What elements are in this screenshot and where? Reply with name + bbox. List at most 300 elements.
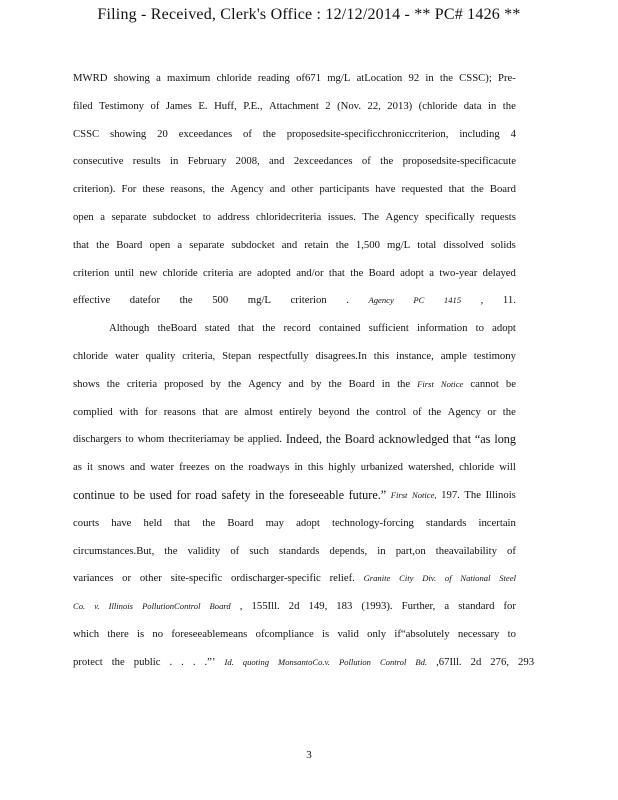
word: requests — [480, 210, 516, 223]
word: the — [428, 405, 442, 418]
word: (chloride — [418, 99, 458, 112]
word: criteria, — [182, 349, 216, 362]
word: datefor — [129, 294, 161, 307]
word: the — [328, 377, 342, 390]
word: for — [503, 600, 516, 613]
word: until — [114, 266, 135, 279]
word: showing — [110, 127, 147, 140]
word: almost — [244, 405, 273, 418]
word: for — [176, 487, 191, 502]
word: it — [86, 461, 93, 474]
word: the — [164, 544, 178, 557]
word: National — [460, 573, 491, 584]
word: testimony — [473, 349, 516, 362]
word: that — [238, 322, 255, 335]
word: First — [417, 378, 434, 389]
word: part,on — [395, 544, 426, 557]
word: be — [133, 487, 146, 502]
word: water — [150, 461, 175, 474]
word: on — [214, 461, 226, 474]
word: urbanized — [360, 461, 403, 474]
word: is — [322, 627, 330, 640]
word: Pollution — [338, 656, 371, 667]
word: .”’ — [204, 655, 216, 668]
word: standards — [426, 516, 467, 529]
word: long — [494, 432, 516, 447]
word: or — [122, 572, 132, 585]
word: the — [230, 461, 244, 474]
word: CSSC — [73, 127, 100, 140]
word: Agency — [230, 183, 264, 196]
word: The — [464, 488, 482, 501]
word: Testimony — [99, 99, 145, 112]
word: Notice, — [412, 489, 437, 500]
word: the — [262, 127, 276, 140]
word: depends, — [329, 544, 368, 557]
word: mg/L — [387, 238, 411, 251]
word: Div. — [422, 573, 437, 584]
word: 2 — [325, 99, 331, 112]
text-line — [73, 291, 516, 319]
word: 2008, — [235, 155, 260, 168]
word: no — [152, 627, 164, 640]
word: The — [362, 210, 380, 223]
word: open — [73, 210, 94, 223]
word: Steel — [499, 573, 516, 584]
text-line — [73, 569, 516, 597]
word: the — [356, 405, 370, 418]
text-line — [73, 347, 516, 375]
word: new — [139, 266, 158, 279]
word: public — [133, 655, 161, 668]
word: the — [111, 655, 125, 668]
filing-header: Filing - Received, Clerk's Office : 12/12/2014 - ** PC# 1426 ** — [97, 6, 521, 23]
word: the — [439, 72, 453, 84]
word: road — [195, 487, 217, 502]
word: whom — [137, 433, 165, 446]
word: exceedances — [178, 127, 233, 140]
word: 293 — [518, 655, 535, 668]
word: City — [399, 573, 414, 584]
word: disagrees.In — [315, 349, 367, 362]
word: James — [165, 99, 192, 112]
word: adopted — [257, 266, 291, 279]
word: Board — [489, 183, 516, 196]
word: a — [444, 600, 450, 613]
word: 20 — [157, 127, 168, 140]
word: by — [310, 377, 322, 390]
body-text — [73, 69, 535, 681]
word: applied. — [247, 433, 282, 446]
word: to — [475, 322, 484, 335]
word: showing — [113, 72, 150, 84]
text-line — [73, 97, 516, 125]
word: to — [119, 487, 129, 502]
word: Huff, — [214, 99, 237, 112]
word: a — [177, 238, 183, 251]
text-line — [73, 625, 516, 653]
word: to — [125, 433, 134, 446]
word: be — [505, 377, 516, 390]
word: Agency — [248, 377, 282, 390]
word: thecriteriamay — [168, 433, 230, 446]
word: have — [375, 183, 396, 196]
word: the — [325, 432, 341, 447]
word: safety — [221, 487, 251, 502]
word: the — [228, 377, 242, 390]
text-line — [73, 375, 516, 403]
word: mg/L — [247, 294, 271, 307]
word: in — [255, 487, 265, 502]
word: dischargers — [73, 433, 122, 446]
word: will — [499, 461, 516, 474]
word: such — [249, 544, 269, 557]
word: , — [239, 600, 243, 613]
word: shows — [73, 377, 100, 390]
word: Stepan — [222, 349, 252, 362]
word: adopt — [492, 322, 516, 335]
text-line — [73, 152, 516, 180]
word: stated — [204, 322, 230, 335]
text-line — [73, 69, 516, 97]
word: that — [448, 183, 465, 196]
word: and — [129, 461, 146, 474]
word: chloride — [216, 72, 252, 84]
word: . — [169, 655, 173, 668]
word: results — [132, 155, 161, 168]
word: ample — [440, 349, 467, 362]
word: chloride — [162, 266, 198, 279]
word: subdocket — [152, 210, 197, 223]
word: Agency — [368, 295, 394, 306]
word: acknowledged — [378, 432, 449, 447]
word: standards — [279, 544, 320, 557]
word: freezes — [179, 461, 210, 474]
word: theBoard — [157, 322, 197, 335]
word: criterion — [290, 294, 327, 307]
word: 22, — [367, 99, 381, 112]
word: the — [269, 487, 285, 502]
word: valid — [337, 627, 359, 640]
text-line — [73, 514, 516, 542]
word: atLocation — [356, 72, 403, 84]
word: the — [335, 238, 349, 251]
word: February — [187, 155, 227, 168]
word: 11. — [502, 294, 516, 307]
word: proposed — [164, 377, 204, 390]
text-line — [73, 403, 516, 431]
word: to — [507, 627, 516, 640]
word: Agency — [447, 405, 481, 418]
word: there — [107, 627, 129, 640]
word: Board — [227, 516, 254, 529]
word: have — [111, 516, 132, 529]
word: theavailability — [435, 544, 497, 557]
word: reasons — [163, 405, 196, 418]
word: control — [375, 405, 407, 418]
text-line — [73, 264, 516, 292]
text-line — [73, 319, 516, 347]
word: delayed — [482, 266, 516, 279]
word: cannot — [470, 377, 499, 390]
word: 500 — [212, 294, 229, 307]
word: be — [233, 433, 244, 446]
word: complied — [73, 405, 113, 418]
word: (Nov. — [337, 99, 362, 112]
word: dissolved — [443, 238, 484, 251]
word: 1415 — [443, 295, 462, 306]
word: the — [202, 516, 216, 529]
word: MonsantoCo.v. — [278, 656, 330, 667]
word: 2d — [470, 655, 482, 668]
text-line — [73, 542, 516, 570]
word: 276, — [490, 655, 509, 668]
word: for — [144, 405, 158, 418]
word: 197. — [441, 488, 460, 501]
word: is — [137, 627, 145, 640]
word: and — [281, 238, 298, 251]
word: Notice — [440, 378, 464, 389]
word: necessary — [457, 627, 500, 640]
word: of — [150, 99, 160, 112]
word: . — [181, 655, 184, 668]
word: 2d — [288, 600, 300, 613]
word: record — [283, 322, 311, 335]
word: the — [96, 238, 110, 251]
word: “as — [474, 432, 491, 447]
word: Further, — [401, 600, 436, 613]
word: . — [346, 294, 349, 307]
word: as — [73, 461, 82, 474]
word: contained — [318, 322, 361, 335]
word: instance, — [396, 349, 434, 362]
word: this — [307, 461, 324, 474]
word: , — [480, 294, 484, 307]
word: separate — [189, 238, 225, 251]
word: criteria — [203, 266, 234, 279]
word: or — [487, 405, 497, 418]
word: data — [463, 99, 482, 112]
word: a — [156, 72, 161, 84]
word: that — [328, 266, 345, 279]
word: total — [417, 238, 437, 251]
word: 149, — [308, 600, 328, 613]
word: requested — [401, 183, 443, 196]
word: 92 — [408, 72, 420, 84]
word: the — [380, 155, 394, 168]
word: the — [106, 377, 120, 390]
word: maximum — [167, 72, 211, 84]
text-line — [73, 486, 516, 514]
word: of671 — [296, 72, 321, 84]
word: consecutive — [73, 155, 124, 168]
word: criterion). — [73, 183, 116, 196]
word: the — [397, 377, 411, 390]
word: two-year — [439, 266, 478, 279]
word: Control — [379, 656, 407, 667]
word: a — [100, 210, 105, 223]
word: quality — [145, 349, 176, 362]
word: Illinois — [485, 488, 516, 501]
word: if“absolutely — [394, 627, 450, 640]
word: specifically — [425, 210, 475, 223]
word: site-specific — [170, 572, 223, 585]
word: foreseeablemeans — [171, 627, 248, 640]
word: Board — [209, 601, 231, 612]
word: entirely — [279, 405, 312, 418]
word: other — [139, 572, 162, 585]
word: of — [242, 127, 252, 140]
word: and — [269, 183, 286, 196]
word: and — [288, 377, 304, 390]
word: which — [73, 627, 100, 640]
word: Indeed, — [285, 432, 323, 447]
word: 183 — [336, 600, 353, 613]
word: respectfully — [258, 349, 309, 362]
word: participants — [319, 183, 370, 196]
word: solids — [490, 238, 516, 251]
word: of — [507, 544, 516, 557]
word: in — [487, 99, 497, 112]
word: the — [502, 405, 516, 418]
word: circumstances.But, — [73, 544, 155, 557]
word: of — [412, 405, 422, 418]
text-line — [73, 236, 516, 264]
word: by — [210, 377, 221, 390]
word: P.E., — [243, 99, 263, 112]
word: 155Ill. — [251, 600, 280, 613]
text-line — [73, 430, 516, 458]
word: CSSC); — [459, 72, 492, 84]
word: of — [230, 544, 240, 557]
word: the — [502, 99, 516, 112]
word: and — [269, 155, 285, 168]
word: adopt — [400, 266, 424, 279]
word: protect — [73, 655, 103, 668]
word: that — [174, 516, 191, 529]
word: subdocket — [231, 238, 275, 251]
word: Granite — [363, 573, 391, 584]
word: Agency — [385, 210, 419, 223]
word: this — [373, 349, 390, 362]
word: effective — [73, 294, 111, 307]
word: that — [452, 432, 471, 447]
word: proposedsite-specificacute — [402, 155, 516, 168]
word: criterion — [73, 266, 110, 279]
word: including — [459, 127, 500, 140]
word: Co. — [73, 601, 86, 612]
word: adopt — [296, 516, 320, 529]
word: standard — [458, 600, 495, 613]
word: are — [238, 266, 252, 279]
word: the — [179, 294, 193, 307]
word: water — [114, 349, 139, 362]
word: 2exceedances — [293, 155, 353, 168]
word: a — [429, 266, 434, 279]
word: in — [377, 544, 386, 557]
word: Bd. — [415, 656, 428, 667]
word: validity — [187, 544, 221, 557]
word: reading — [257, 72, 290, 84]
word: mg/L — [327, 72, 351, 84]
word: proposedsite-specificchroniccriterion, — [286, 127, 449, 140]
text-line — [73, 125, 516, 153]
word: ofcompliance — [255, 627, 314, 640]
word: that — [73, 238, 90, 251]
word: 1,500 — [355, 238, 380, 251]
word: information — [417, 322, 468, 335]
word: quoting — [242, 656, 270, 667]
word: and/or — [296, 266, 324, 279]
word: address — [217, 210, 250, 223]
word: chloride — [459, 461, 495, 474]
word: separate — [111, 210, 147, 223]
word: v. — [94, 601, 100, 612]
word: to — [202, 210, 212, 223]
word: courts — [73, 516, 100, 529]
word: the — [350, 266, 364, 279]
word: E. — [198, 99, 208, 112]
word: the — [470, 183, 484, 196]
word: sufficient — [368, 322, 409, 335]
word: are — [224, 405, 238, 418]
word: Board — [348, 377, 375, 390]
word: reasons, — [170, 183, 206, 196]
word: Id. — [224, 656, 234, 667]
text-line — [73, 597, 516, 625]
word: only — [367, 627, 387, 640]
word: beyond — [318, 405, 350, 418]
word: Board — [368, 266, 395, 279]
word: (1993). — [361, 600, 393, 613]
word: Illinois — [108, 601, 133, 612]
word: with — [119, 405, 139, 418]
word: highly — [328, 461, 356, 474]
word: other — [291, 183, 314, 196]
word: in — [381, 377, 391, 390]
word: of — [361, 155, 371, 168]
word: First — [390, 489, 408, 500]
word: 4 — [510, 127, 516, 140]
word: Board — [344, 432, 375, 447]
word: relief. — [329, 572, 355, 585]
word: Attachment — [268, 99, 319, 112]
word: Pre- — [498, 72, 516, 84]
word: 2013) — [387, 99, 413, 112]
text-line — [73, 458, 516, 486]
word: ordischarger-specific — [231, 572, 321, 585]
word: in — [425, 72, 434, 84]
word: PollutionControl — [142, 601, 201, 612]
word: may — [265, 516, 284, 529]
text-line — [73, 653, 535, 681]
word: chloridecriteria — [256, 210, 322, 223]
word: incertain — [478, 516, 516, 529]
word: the — [211, 183, 225, 196]
word: . — [192, 655, 196, 668]
word: For — [121, 183, 137, 196]
word: the — [262, 322, 276, 335]
word: held — [143, 516, 162, 529]
word: variances — [73, 572, 114, 585]
text-line — [73, 208, 516, 236]
word: snows — [98, 461, 125, 474]
word: used — [149, 487, 172, 502]
word: in — [170, 155, 179, 168]
word: foreseeable — [288, 487, 345, 502]
word: filed — [73, 99, 93, 112]
word: Although — [109, 322, 150, 335]
